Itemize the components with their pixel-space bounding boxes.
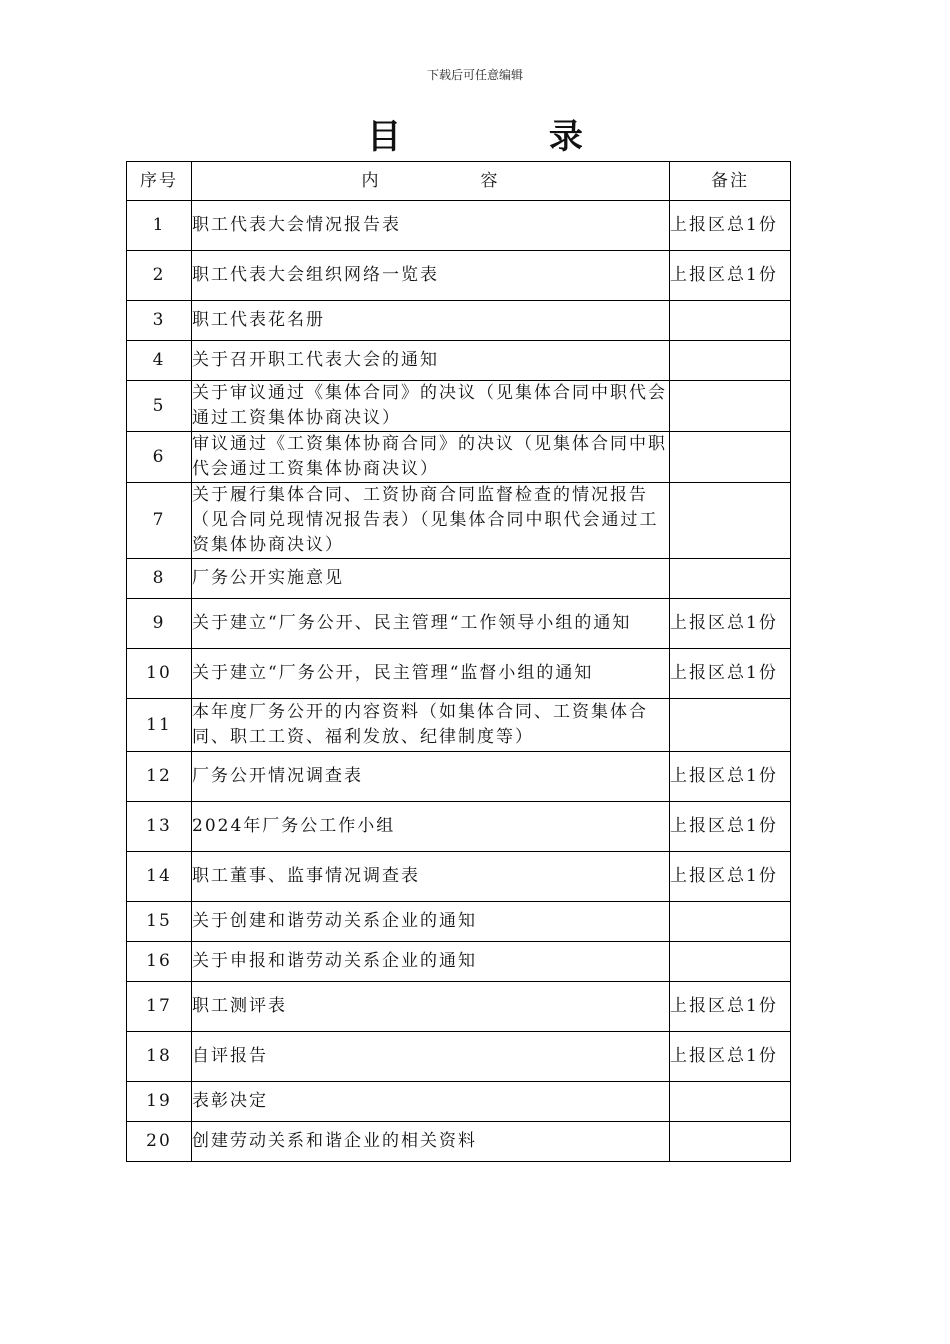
row-remark (670, 942, 791, 982)
row-content: 关于建立“厂务公开、民主管理“工作领导小组的通知 (192, 599, 670, 649)
row-remark: 上报区总1份 (670, 251, 791, 301)
row-remark: 上报区总1份 (670, 599, 791, 649)
row-seq: 5 (127, 381, 192, 432)
row-remark: 上报区总1份 (670, 1032, 791, 1082)
row-content: 表彰决定 (192, 1082, 670, 1122)
row-remark: 上报区总1份 (670, 982, 791, 1032)
row-seq: 8 (127, 559, 192, 599)
row-content: 关于建立“厂务公开，民主管理“监督小组的通知 (192, 649, 670, 699)
row-remark: 上报区总1份 (670, 802, 791, 852)
row-content: 关于申报和谐劳动关系企业的通知 (192, 942, 670, 982)
row-seq: 11 (127, 699, 192, 752)
table-row (127, 432, 791, 483)
row-seq: 1 (127, 201, 192, 251)
table-row (127, 852, 791, 902)
row-content: 审议通过《工资集体协商合同》的决议（见集体合同中职代会通过工资集体协商决议） (192, 432, 670, 483)
row-remark: 上报区总1份 (670, 852, 791, 902)
table-row (127, 1082, 791, 1122)
header-remark: 备注 (670, 162, 791, 201)
row-content: 创建劳动关系和谐企业的相关资料 (192, 1122, 670, 1162)
row-seq: 18 (127, 1032, 192, 1082)
row-remark: 上报区总1份 (670, 201, 791, 251)
table-row (127, 201, 791, 251)
table-header-row (127, 162, 791, 201)
row-content: 职工测评表 (192, 982, 670, 1032)
table-row (127, 699, 791, 752)
table-row (127, 599, 791, 649)
header-content-a: 内 (361, 170, 381, 191)
table-row (127, 381, 791, 432)
table-row (127, 1122, 791, 1162)
table-row (127, 341, 791, 381)
row-remark (670, 381, 791, 432)
table-row (127, 251, 791, 301)
row-remark (670, 902, 791, 942)
row-remark (670, 301, 791, 341)
row-seq: 10 (127, 649, 192, 699)
table-row (127, 1032, 791, 1082)
table-row (127, 802, 791, 852)
row-content: 职工代表大会情况报告表 (192, 201, 670, 251)
row-seq: 12 (127, 752, 192, 802)
row-remark (670, 341, 791, 381)
row-remark: 上报区总1份 (670, 752, 791, 802)
row-content: 厂务公开情况调查表 (192, 752, 670, 802)
row-seq: 3 (127, 301, 192, 341)
header-content-b: 容 (480, 170, 500, 191)
row-remark (670, 1122, 791, 1162)
row-seq: 20 (127, 1122, 192, 1162)
table-row (127, 982, 791, 1032)
row-content: 自评报告 (192, 1032, 670, 1082)
row-remark (670, 432, 791, 483)
row-seq: 19 (127, 1082, 192, 1122)
header-content (192, 162, 670, 201)
table-row (127, 483, 791, 559)
table-row (127, 301, 791, 341)
header-seq: 序号 (127, 162, 192, 201)
row-remark (670, 1082, 791, 1122)
row-content: 厂务公开实施意见 (192, 559, 670, 599)
row-seq: 13 (127, 802, 192, 852)
header-note: 下载后可任意编辑 (426, 68, 523, 82)
row-content: 关于创建和谐劳动关系企业的通知 (192, 902, 670, 942)
row-content: 关于审议通过《集体合同》的决议（见集体合同中职代会通过工资集体协商决议） (192, 381, 670, 432)
row-seq: 16 (127, 942, 192, 982)
row-seq: 14 (127, 852, 192, 902)
row-seq: 9 (127, 599, 192, 649)
row-remark (670, 483, 791, 559)
row-remark: 上报区总1份 (670, 649, 791, 699)
row-seq: 2 (127, 251, 192, 301)
toc-body (127, 201, 791, 1162)
table-row (127, 752, 791, 802)
row-content: 2024年厂务公工作小组 (192, 802, 670, 852)
document-title: 目 录 (367, 117, 651, 157)
table-row (127, 942, 791, 982)
row-content: 关于履行集体合同、工资协商合同监督检查的情况报告（见合同兑现情况报告表）（见集体合同中职代会通过工资集体协商决议） (192, 483, 670, 559)
toc-table (126, 161, 791, 1162)
row-content: 职工代表花名册 (192, 301, 670, 341)
row-content: 职工代表大会组织网络一览表 (192, 251, 670, 301)
table-row (127, 649, 791, 699)
table-row (127, 559, 791, 599)
row-content: 关于召开职工代表大会的通知 (192, 341, 670, 381)
row-remark (670, 699, 791, 752)
row-content: 职工董事、监事情况调查表 (192, 852, 670, 902)
row-remark (670, 559, 791, 599)
row-seq: 6 (127, 432, 192, 483)
row-seq: 4 (127, 341, 192, 381)
row-seq: 15 (127, 902, 192, 942)
row-seq: 7 (127, 483, 192, 559)
table-row (127, 902, 791, 942)
row-content: 本年度厂务公开的内容资料（如集体合同、工资集体合同、职工工资、福利发放、纪律制度等） (192, 699, 670, 752)
row-seq: 17 (127, 982, 192, 1032)
